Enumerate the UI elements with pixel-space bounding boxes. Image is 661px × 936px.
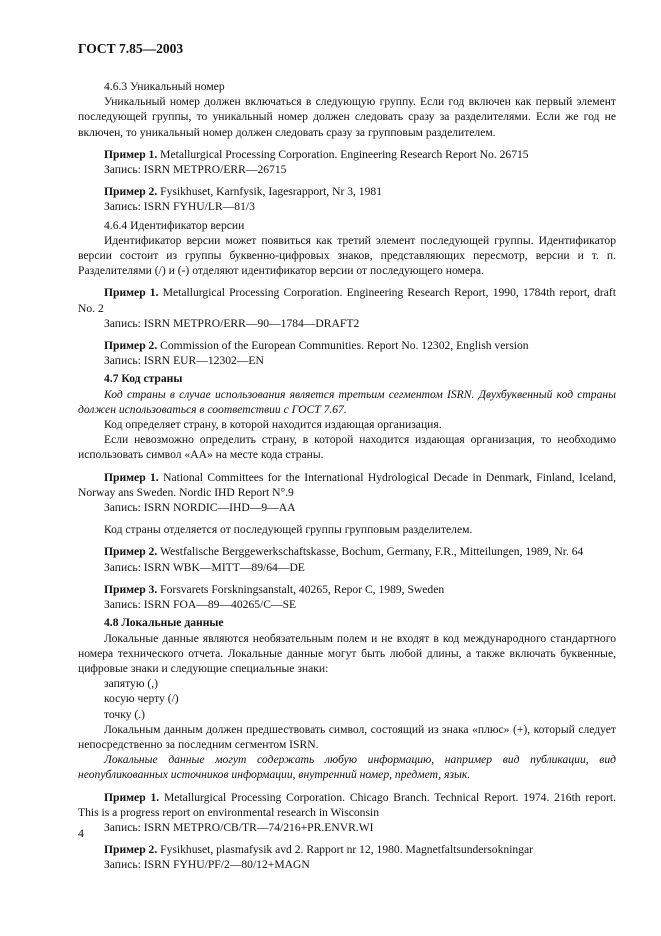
example-text bbox=[78, 470, 616, 500]
paragraph: Код определяет страну, в которой находится издающая организация. bbox=[104, 418, 442, 432]
section-heading-4-6-4: 4.6.4 Идентификатор версии bbox=[104, 218, 245, 232]
list-item: точку (.) bbox=[104, 707, 146, 721]
example-body: Metallurgical Processing Corporation. Engineering Research Report, 1990, 1784th report, draft No. 2 bbox=[78, 286, 616, 315]
example-label: Пример 1. bbox=[104, 470, 159, 484]
example-label: Пример 2. bbox=[104, 545, 158, 559]
example-body: National Committees for the International Hydrological Decade in Denmark, Finland, Iceland, Norway ans Sweden. Nordic IHD Report N°.9 bbox=[78, 470, 617, 499]
example-record: Запись: ISRN METPRO/ERR—90—1784—DRAFT2 bbox=[104, 316, 360, 330]
example-record: Запись: ISRN FYHU/PF/2—80/12+MAGN bbox=[104, 858, 310, 872]
document-header: ГОСТ 7.85—2003 bbox=[78, 41, 184, 56]
paragraph: Локальным данным должен предшествовать символ, состоящий из знака «плюс» (+), который следует непосредственно за последним сегментом ISRN. bbox=[78, 722, 616, 751]
example-record: Запись: ISRN NORDIC—IHD—9—AA bbox=[104, 501, 296, 515]
example-record: Запись: ISRN WBK—MITT—89/64—DE bbox=[104, 560, 305, 574]
example-body: Commission of the European Communities. Report No. 12302, English version bbox=[160, 339, 529, 353]
example-label: Пример 1. bbox=[104, 147, 158, 161]
example-body: Westfalische Berggewerkschaftskasse, Bochum, Germany, F.R., Mitteilungen, 1989, Nr. 64 bbox=[160, 545, 584, 559]
list-item: косую черту (/) bbox=[104, 692, 179, 706]
example-label: Пример 2. bbox=[104, 185, 158, 199]
example-label: Пример 2. bbox=[104, 843, 158, 857]
example-record: Запись: ISRN FYHU/LR—81/3 bbox=[104, 200, 255, 214]
example-text bbox=[78, 544, 616, 559]
example-text bbox=[78, 285, 616, 315]
section-heading-4-7: 4.7 Код страны bbox=[104, 372, 183, 386]
example-body: Fysikhuset, Karnfysik, Iagesrapport, Nr 3, 1981 bbox=[160, 185, 382, 199]
example-body: Metallurgical Processing Corporation. Chicago Branch. Technical Report. 1974. 216th report. This is a progress report on environmental research in Wisconsin bbox=[78, 790, 616, 819]
document-body bbox=[78, 79, 616, 873]
example-label: Пример 2. bbox=[104, 339, 158, 353]
example-text bbox=[78, 842, 616, 857]
example-label: Пример 3. bbox=[104, 582, 158, 596]
example-record: Запись: ISRN EUR—12302—EN bbox=[104, 354, 264, 368]
example-text bbox=[78, 790, 616, 820]
paragraph: Код страны отделяется от последующей группы групповым разделителем. bbox=[104, 523, 473, 537]
example-record: Запись: ISRN METPRO/ERR—26715 bbox=[104, 163, 287, 177]
paragraph: Если невозможно определить страну, в которой находится издающая организация, то необходимо использовать символ «АА» на месте кода страны. bbox=[78, 433, 616, 462]
section-heading-4-6-3: 4.6.3 Уникальный номер bbox=[104, 80, 225, 93]
example-text bbox=[78, 338, 616, 353]
example-text bbox=[78, 147, 616, 162]
example-label: Пример 1. bbox=[104, 286, 159, 300]
example-record: Запись: ISRN METPRO/CB/TR—74/216+PR.ENVR.WI bbox=[104, 820, 374, 834]
example-record: Запись: ISRN FOA—89—40265/C—SE bbox=[104, 598, 297, 612]
paragraph: Уникальный номер должен включаться в следующую группу. Если год включен как первый элемент последующей группы, то уникальный номер должен следовать сразу за разделителями. Если же год не включен, то уникальный номер должен следовать сразу за групповым разделителем. bbox=[78, 95, 616, 139]
example-label: Пример 1. bbox=[104, 790, 160, 804]
italic-note: Локальные данные могут содержать любую информацию, например вид публикации, вид неопубликованных источников информации, внутренний номер, предмет, язык. bbox=[78, 753, 616, 782]
list-item: запятую (,) bbox=[104, 677, 159, 691]
example-text bbox=[78, 582, 616, 597]
example-body: Forsvarets Forskningsanstalt, 40265, Repor C, 1989, Sweden bbox=[160, 582, 445, 596]
example-text bbox=[78, 184, 616, 199]
paragraph: Идентификатор версии может появиться как третий элемент последующей группы. Идентификатор версии состоит из группы буквенно-цифровых знаков, представляющих пересмотр, версии и т. п. Разделителями (/) и (-) отделяют идентификатор версии от последующего номера. bbox=[78, 233, 616, 278]
paragraph: Локальные данные являются необязательным полем и не входят в код международного стандартного номера технического отчета. Локальные данные могут быть любой длины, а также включать буквенные, цифровые знаки и следующие специальные знаки: bbox=[78, 631, 616, 675]
page-number: 4 bbox=[78, 826, 84, 840]
example-body: Metallurgical Processing Corporation. Engineering Research Report No. 26715 bbox=[160, 147, 529, 161]
italic-note: Код страны в случае использования является третьим сегментом ISRN. Двухбуквенный код страны должен использоваться в соответствии с ГОСТ 7.67. bbox=[78, 387, 616, 416]
section-heading-4-8: 4.8 Локальные данные bbox=[104, 616, 224, 630]
example-body: Fysikhuset, plasmafysik avd 2. Rapport nr 12, 1980. Magnetfaltsundersokningar bbox=[160, 843, 534, 857]
